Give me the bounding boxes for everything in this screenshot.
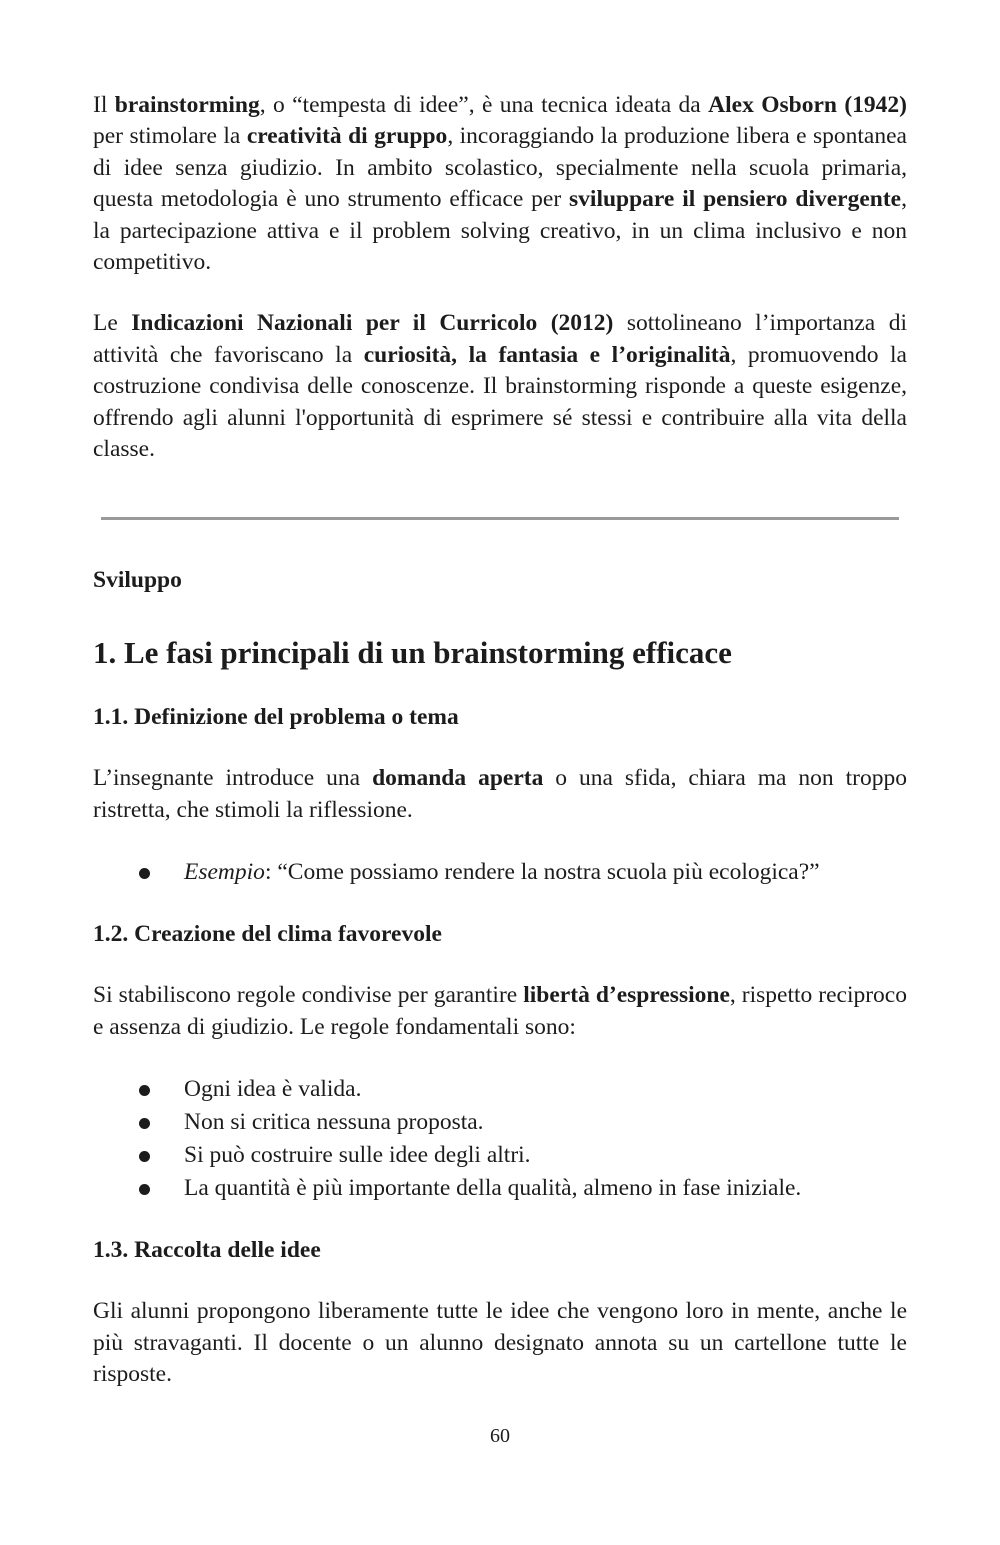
text-run: Si stabiliscono regole condivise per garantire	[93, 982, 524, 1009]
section-1-1-paragraph	[93, 763, 907, 826]
subheading-1-1: 1.1. Definizione del problema o tema	[93, 704, 459, 731]
bold-term: libertà d’espressione	[523, 982, 730, 1009]
rule-text: Ogni idea è valida.	[184, 1076, 362, 1103]
bold-term: Indicazioni Nazionali per il Curricolo (2012)	[131, 310, 614, 337]
intro-paragraph-2	[93, 308, 907, 465]
bullet-icon	[139, 1184, 150, 1195]
bold-term: brainstorming	[114, 92, 260, 118]
bold-term: creatività di gruppo	[246, 123, 448, 150]
text-run: Le	[93, 310, 132, 337]
text-run: Il	[93, 92, 115, 118]
bullet-icon	[139, 1118, 150, 1129]
text-run: , la partecipazione attiva e il problem solving creativo, in un clima inclusivo e non competitivo.	[93, 186, 907, 276]
horizontal-divider	[101, 517, 899, 520]
chapter-heading: 1. Le fasi principali di un brainstorming efficace	[93, 635, 732, 671]
rule-text: La quantità è più importante della qualità, almeno in fase iniziale.	[184, 1175, 802, 1202]
list-item	[93, 1106, 907, 1139]
list-item	[93, 1172, 907, 1205]
section-1-3-paragraph: Gli alunni propongono liberamente tutte le idee che vengono loro in mente, anche le più stravaganti. Il docente o un alunno designato annota su un cartellone tutte le risposte.	[93, 1298, 907, 1387]
example-label: Esempio	[184, 859, 265, 886]
subheading-1-2: 1.2. Creazione del clima favorevole	[93, 921, 442, 948]
list-item	[93, 1073, 907, 1106]
list-item	[93, 1139, 907, 1172]
text-run: , rispetto reciproco e assenza di giudizio. Le regole fondamentali sono:	[93, 982, 907, 1040]
section-label: Sviluppo	[93, 567, 182, 594]
bold-term: domanda aperta	[372, 765, 544, 792]
subheading-1-3: 1.3. Raccolta delle idee	[93, 1237, 321, 1264]
rule-text: Non si critica nessuna proposta.	[184, 1109, 484, 1136]
intro-paragraph-1	[93, 90, 907, 278]
document-page	[93, 90, 907, 1390]
text-run: L’insegnante introduce una	[93, 765, 373, 792]
text-run: , o “tempesta di idee”, è una tecnica ideata da	[259, 92, 709, 118]
bullet-icon	[139, 868, 150, 879]
bold-term: sviluppare il pensiero divergente	[569, 186, 902, 213]
bold-term: Alex Osborn (1942)	[708, 92, 908, 118]
page-number: 60	[490, 1425, 510, 1447]
text-run: , incoraggiando la produzione libera e spontanea di idee senza giudizio. In ambito scolastico, specialmente nella scuola primaria, questa metodologia è uno strumento efficace per	[93, 123, 907, 213]
text-run: o una sfida, chiara ma non troppo ristretta, che stimoli la riflessione.	[93, 765, 907, 823]
section-1-2-paragraph	[93, 980, 907, 1043]
example-list	[93, 856, 907, 889]
example-text: : “Come possiamo rendere la nostra scuola più ecologica?”	[264, 859, 820, 886]
rules-list	[93, 1073, 907, 1205]
bold-term: curiosità, la fantasia e l’originalità	[363, 341, 731, 368]
rule-text: Si può costruire sulle idee degli altri.	[184, 1142, 531, 1169]
text-run: sottolineano l’importanza di attività che favoriscano la	[93, 310, 907, 368]
text-run: per stimolare la	[93, 123, 247, 150]
text-run: , promuovendo la costruzione condivisa delle conoscenze. Il brainstorming risponde a queste esigenze, offrendo agli alunni l'opportunità di esprimere sé stessi e contribuire alla vita della classe.	[93, 341, 907, 463]
list-item	[93, 856, 907, 889]
bullet-icon	[139, 1085, 150, 1096]
bullet-icon	[139, 1151, 150, 1162]
